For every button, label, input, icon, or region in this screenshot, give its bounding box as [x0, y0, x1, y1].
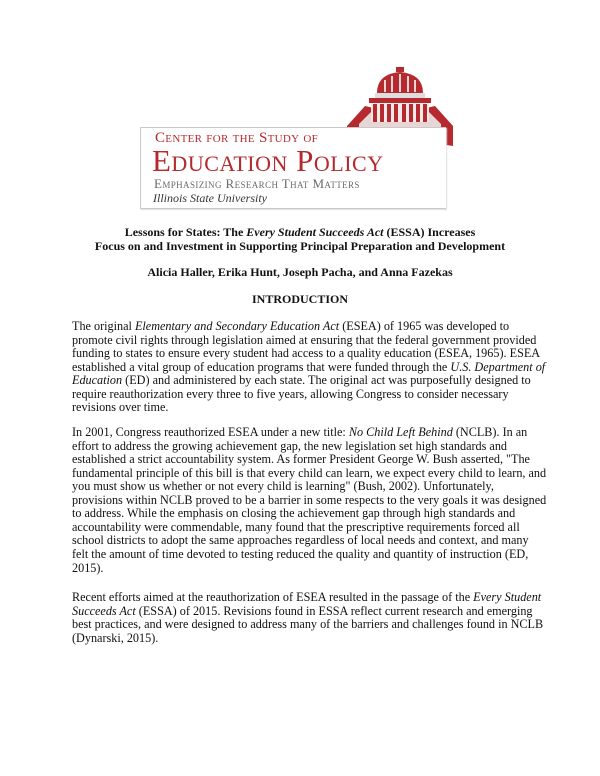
section-heading: INTRODUCTION [251, 292, 348, 306]
document-title-line-2: Focus on and Investment in Supporting Principal Preparation and Development [94, 239, 506, 253]
text-line [72, 548, 528, 561]
text-line [72, 507, 515, 520]
text-run: effort to address the growing achievement gap, the new legislation set high standards and [72, 438, 508, 453]
text-line [72, 388, 509, 401]
text-line [72, 347, 540, 360]
italic-text: U.S. Department of [450, 359, 546, 374]
text-run: revisions over time. [72, 400, 169, 415]
text-run: require reauthorization every three to five years, allowing Congress to consider necessary [72, 386, 509, 401]
text-run: fundamental principle of this bill is that every child can learn, we expect every child to learn, and [72, 465, 547, 480]
text-run: The original [72, 319, 135, 333]
authors: Alicia Haller, Erika Hunt, Joseph Pacha, and Anna Fazekas [147, 265, 453, 279]
italic-text: Every Student Succeeds Act [246, 225, 384, 239]
italic-text: Education [72, 373, 123, 388]
document-title-line-1 [0, 226, 600, 239]
text-line [72, 401, 168, 414]
text-run: best practices, and were designed to address many of the barriers and challenges found in NCLB [72, 617, 544, 632]
text-run: (ESEA) of 1965 was developed to [339, 319, 510, 333]
text-line [72, 618, 543, 631]
logo-tagline: Emphasizing Research That Matters [154, 176, 360, 191]
text-run: established a strict accountability system. As former President George W. Bush asserted, "The [72, 452, 530, 467]
text-line [72, 426, 527, 439]
text-line [72, 361, 545, 374]
italic-text: Elementary and Secondary Education Act [134, 319, 340, 333]
italic-text: Succeeds Act [72, 603, 136, 618]
text-line [72, 534, 529, 547]
text-line [72, 467, 546, 480]
text-line [72, 494, 546, 507]
logo-education-policy-text: Education Policy [152, 143, 384, 178]
text-run: funding to states to ensure every student had access to a quality education (ESEA, 1965). ESEA [72, 346, 541, 361]
text-line [72, 562, 103, 575]
logo-center-text: Center for the Study of [155, 130, 319, 146]
text-run: school districts to adopt the same approaches regardless of local needs and context, and many [72, 533, 529, 548]
text-run: (ESSA) Increases [383, 225, 476, 239]
text-run: promote civil rights through legislation aimed at ensuring that the federal government provided [72, 332, 537, 347]
text-run: (ED) and administered by each state. The original act was purposefully designed to [122, 373, 531, 388]
text-line [72, 605, 533, 618]
text-run: 2015). [72, 560, 104, 575]
text-line [72, 591, 541, 604]
text-line [72, 440, 507, 453]
text-line [72, 320, 509, 333]
text-run: you must show us whether or not every child is learning" (Bush, 2002). Unfortunately, [72, 479, 494, 494]
text-line [72, 480, 494, 493]
text-run: accountability were commendable, many found that the prescriptive requirements forced all [72, 519, 520, 534]
text-run: Recent efforts aimed at the reauthorization of ESEA resulted in the passage of the [72, 590, 474, 604]
text-line [72, 334, 536, 347]
text-run: to address. While the emphasis on closing the achievement gap through high standards and [72, 506, 516, 521]
text-line [72, 453, 530, 466]
italic-text: No Child Left Behind [348, 425, 453, 439]
logo-box [140, 127, 446, 209]
italic-text: Every Student [473, 590, 542, 604]
text-run: established a vital group of education programs that were funded through the [72, 359, 451, 374]
text-run: (NCLB). In an [452, 425, 528, 439]
text-run: provisions within NCLB proved to be a barrier in some respects to the very goals it was designed [72, 492, 547, 507]
text-run: felt the amount of time devoted to testing reduced the quality and quantity of instruction (ED, [72, 546, 529, 561]
text-line [72, 632, 158, 645]
text-line [72, 521, 520, 534]
text-run: In 2001, Congress reauthorized ESEA under a new title: [72, 425, 349, 439]
text-run: (Dynarski, 2015). [72, 630, 159, 645]
text-run: (ESSA) of 2015. Revisions found in ESSA reflect current research and emerging [135, 603, 533, 618]
text-run: Lessons for States: The [124, 225, 247, 239]
logo-university: Illinois State University [153, 191, 267, 205]
text-line [72, 374, 531, 387]
